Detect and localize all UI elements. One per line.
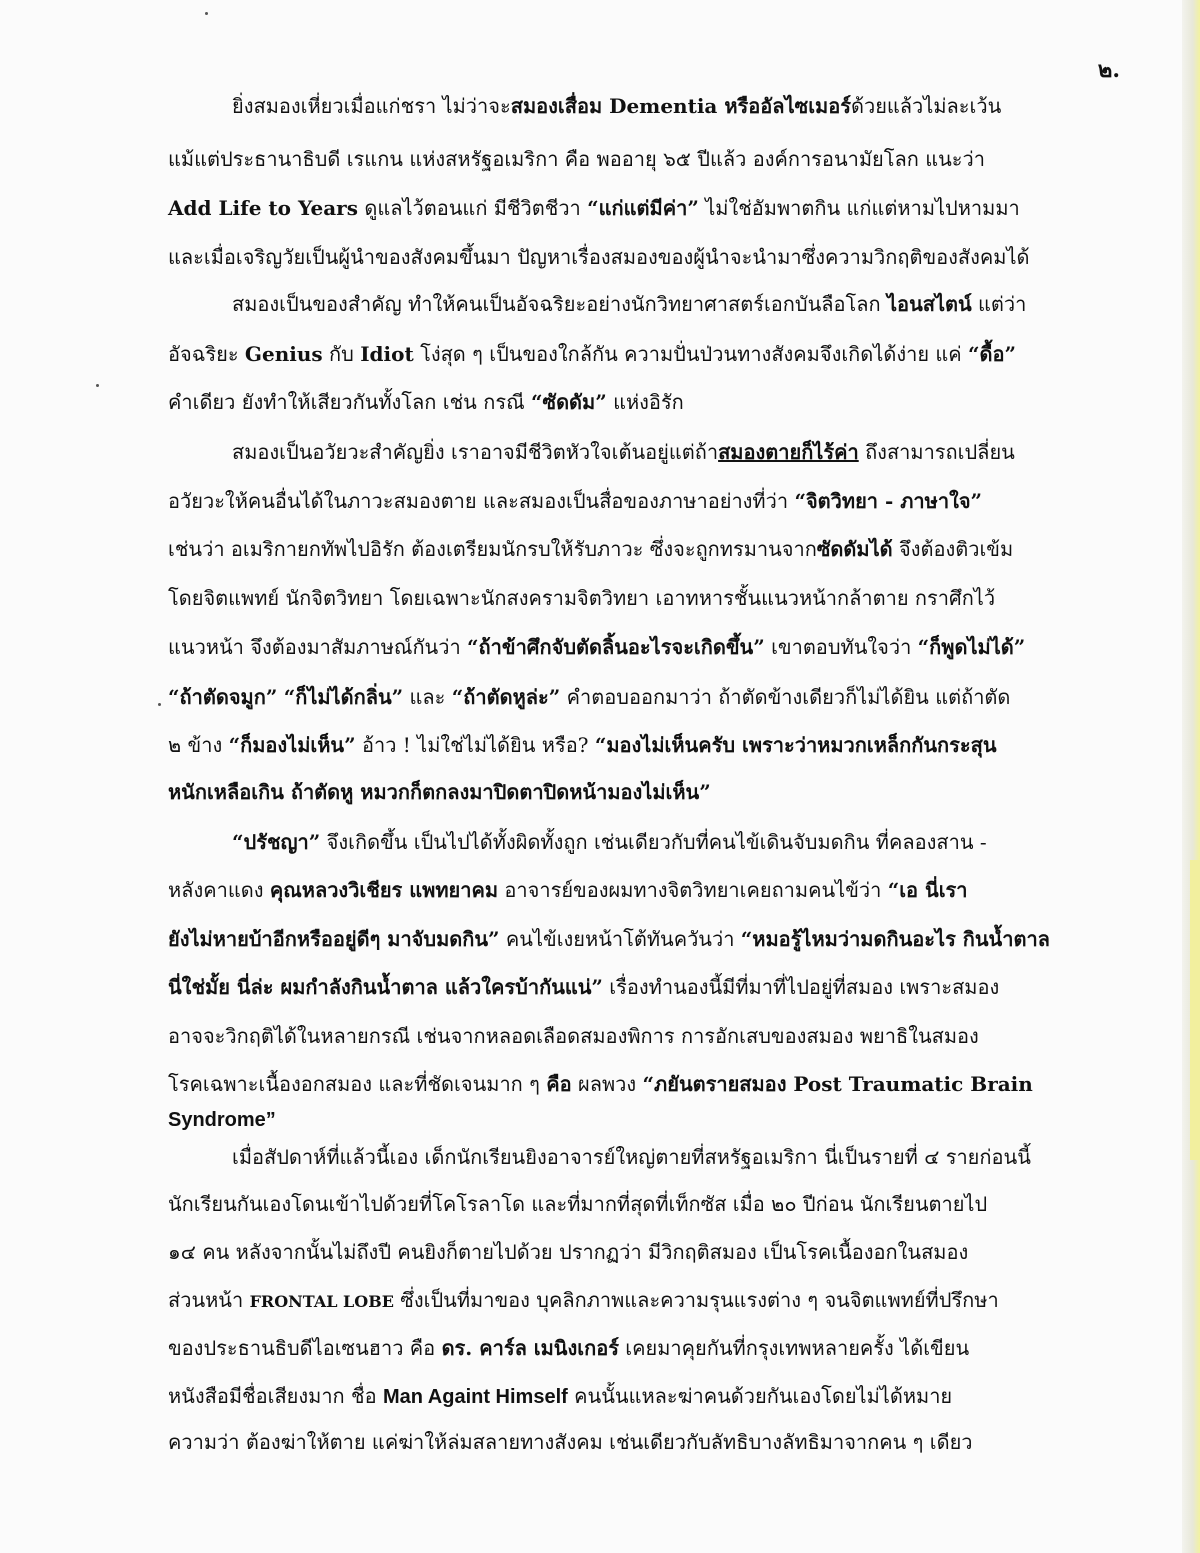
scan-speck [96,384,99,387]
text-span: แห่งอิรัก [606,390,684,414]
text-line [168,243,1134,273]
text-span: ดูแลไว้ตอนแก่ มีชีวิตชีวา [357,196,588,220]
text-span: อ้าว ! ไม่ใช่ไม่ได้ยิน หรือ? [355,733,595,757]
text-span: เรื่องทำนองนี้มีที่มาที่ไปอยู่ที่สมอง เพราะสมอง [602,975,1000,999]
text-span: และเมื่อเจริญวัยเป็นผู้นำของสังคมขึ้นมา ปัญหาเรื่องสมองของผู้นำจะนำมาซึ่งความวิกฤติของสังคมได้ [168,245,1030,269]
text-line [232,290,1132,320]
bold-text: “ดื้อ” [968,342,1017,366]
text-span: ๒ ข้าง [168,733,229,757]
text-line [168,145,1134,175]
text-line [168,1190,1134,1220]
text-span: แต่ว่า [971,292,1027,316]
text-span: เขาตอบทันใจว่า [764,635,918,659]
text-span: นักเรียนกันเองโดนเข้าไปด้วยที่โคโรลาโด และที่มากที่สุดที่เท็กซัส เมื่อ ๒๐ ปีก่อน นักเรียนตายไป [168,1192,988,1216]
text-span: คนนั้นแหละฆ่าคนด้วยกันเองโดยไม่ได้หมาย [567,1384,953,1408]
text-span: เช่นว่า อเมริกายกทัพไปอิรัก ต้องเตรียมนักรบให้รับภาวะ ซึ่งจะถูกทรมานจาก [168,537,817,561]
bold-text: คือ [546,1072,572,1096]
bold-text: Man Againt Himself [382,1386,568,1408]
bold-text: “จิตวิทยา - ภาษาใจ” [794,489,983,513]
text-span: จึงเกิดขึ้น เป็นไปได้ทั้งผิดทั้งถูก เช่นเดียวกับที่คนไข้เดินจับมดกิน ที่คลองสาน - [320,830,987,854]
text-line [168,1286,1134,1316]
text-span: ผลพวง [571,1072,643,1096]
text-line [168,683,1134,713]
bold-text: FRONTAL LOBE [249,1292,394,1311]
text-span: ด้วยแล้วไม่ละเว้น [850,94,1002,118]
text-span: หลังคาแดง [168,878,270,902]
text-span: อวัยวะให้คนอื่นได้ในภาวะสมองตาย และสมองเป็นสื่อของภาษาอย่างที่ว่า [168,489,795,513]
bold-text: ยังไม่หายบ้าอีกหรืออยู่ดีๆ มาจับมดกิน” [168,927,500,951]
bold-text: Syndrome” [168,1109,276,1131]
bold-text: Genius [244,342,323,366]
scan-speck [205,12,208,15]
text-span: เมื่อสัปดาห์ที่แล้วนี้เอง เด็กนักเรียนยิงอาจารย์ใหญ่ตายที่สหรัฐอเมริกา นี่เป็นรายที่ ๔ รายก่อนนี้ [232,1145,1031,1169]
text-line [168,1334,1134,1364]
bold-text: Add Life to Years [168,196,358,220]
bold-text: “ภยันตรายสมอง Post Traumatic Brain [642,1072,1033,1096]
bold-text: “ถ้าตัดจมูก” [168,685,278,709]
underlined-text: สมองตายก็ไร้ค่า [718,440,859,464]
text-span: ความว่า ต้องฆ่าให้ตาย แค่ฆ่าให้ล่มสลายทางสังคม เช่นเดียวกับลัทธิบางลัทธิมาจากคน ๆ เดียว [168,1430,973,1454]
bold-text: “มองไม่เห็นครับ เพราะว่าหมวกเหล็กกันกระสุน [594,733,997,757]
text-span: คำตอบออกมาว่า ถ้าตัดข้างเดียวก็ไม่ได้ยิน แต่ถ้าตัด [560,685,1011,709]
text-span: อัจฉริยะ [168,342,245,366]
bold-text: สมองเสื่อม Dementia หรืออัลไซเมอร์ [510,94,851,118]
text-span: แม้แต่ประธานาธิบดี เรแกน แห่งสหรัฐอเมริกา คือ พออายุ ๖๕ ปีแล้ว องค์การอนามัยโลก แนะว่า [168,147,985,171]
text-line [232,1143,1132,1173]
text-line [168,584,1134,614]
bold-text: หนักเหลือเกิน ถ้าตัดหู หมวกก็ตกลงมาปิดตาปิดหน้ามองไม่เห็น” [168,780,711,804]
bold-text: “หมอรู้ไหมว่ามดกินอะไร กินน้ำตาล [740,927,1050,951]
text-span: คนไข้เงยหน้าโต้ทันควันว่า [499,927,741,951]
text-span: และ [403,685,452,709]
text-line [168,194,1134,224]
bold-text: “ก็มองไม่เห็น” [228,733,356,757]
bold-text: “ถ้าข้าศึกจับตัดลิ้นอะไรจะเกิดขึ้น” [467,635,765,659]
text-line [168,731,1134,761]
text-line [232,438,1132,468]
text-span: ของประธานธิบดีไอเซนฮาว คือ [168,1336,442,1360]
text-line [168,1022,1134,1052]
text-line [168,1106,1134,1136]
text-span: อาจารย์ของผมทางจิตวิทยาเคยถามคนไข้ว่า [498,878,888,902]
text-line [168,925,1134,955]
text-line [168,1070,1134,1100]
bold-text: ไอนสไตน์ [887,292,972,316]
bold-text: “ถ้าตัดหูล่ะ” [451,685,561,709]
text-span: ยิ่งสมองเหี่ยวเมื่อแก่ชรา ไม่ว่าจะ [232,94,511,118]
scan-speck [158,703,161,706]
text-span: โง่สุด ๆ เป็นของใกล้กัน ความปั่นป่วนทางสังคมจึงเกิดได้ง่าย แค่ [413,342,969,366]
yellow-tab-strip [1190,860,1200,1160]
text-span: ส่วนหน้า [168,1288,250,1312]
bold-text: นี่ใช่มั้ย นี่ล่ะ ผมกำลังกินน้ำตาล แล้วใครบ้ากันแน่” [168,975,603,999]
text-line [168,388,1134,418]
text-span: ซึ่งเป็นที่มาของ บุคลิกภาพและความรุนแรงต่าง ๆ จนจิตแพทย์ที่ปรึกษา [393,1288,999,1312]
text-span: เคยมาคุยกันที่กรุงเทพหลายครั้ง ได้เขียน [618,1336,970,1360]
text-span: จึงต้องติวเข้ม [892,537,1014,561]
bold-text: Idiot [360,342,414,366]
text-span: แนวหน้า จึงต้องมาสัมภาษณ์กันว่า [168,635,468,659]
text-line [168,633,1134,663]
bold-text: “ก็ไม่ได้กลิ่น” [283,685,404,709]
text-line [168,778,1134,808]
text-span: กับ [322,342,361,366]
text-line [168,973,1134,1003]
bold-text: ดร. คาร์ล เมนิงเกอร์ [441,1336,619,1360]
page-edge-shadow [1182,0,1200,1553]
text-line [168,340,1134,370]
text-line [168,487,1134,517]
text-span: หนังสือมีชื่อเสียงมาก ชื่อ [168,1384,383,1408]
text-line [168,876,1134,906]
text-line [168,1428,1134,1458]
text-line [168,535,1134,565]
text-span: ถึงสามารถเปลี่ยน [858,440,1015,464]
text-span: สมองเป็นของสำคัญ ทำให้คนเป็นอัจฉริยะอย่างนักวิทยาศาสตร์เอกบันลือโลก [232,292,887,316]
bold-text: “ปรัชญา” [232,830,321,854]
bold-text: “เอ นี่เรา [887,878,968,902]
text-line [232,828,1132,858]
text-line [168,1238,1134,1268]
text-line [168,1382,1134,1412]
bold-text: “ซัดดัม” [530,390,607,414]
text-span: โรคเฉพาะเนื้องอกสมอง และที่ชัดเจนมาก ๆ [168,1072,547,1096]
text-span: ไม่ใช่อัมพาตกิน แก่แต่หามไปหามมา [698,196,1020,220]
text-span: อาจจะวิกฤติได้ในหลายกรณี เช่นจากหลอดเลือดสมองพิการ การอักเสบของสมอง พยาธิในสมอง [168,1024,979,1048]
text-span: สมองเป็นอวัยวะสำคัญยิ่ง เราอาจมีชีวิตหัวใจเต้นอยู่แต่ถ้า [232,440,719,464]
bold-text: “แก่แต่มีค่า” [587,196,699,220]
bold-text: “ก็พูดไม่ได้” [917,635,1026,659]
text-line [232,92,1132,122]
text-span: โดยจิตแพทย์ นักจิตวิทยา โดยเฉพาะนักสงครามจิตวิทยา เอาทหารชั้นแนวหน้ากล้าตาย กราศึกไว้ [168,586,996,610]
text-span: คำเดียว ยังทำให้เสียวกันทั้งโลก เช่น กรณี [168,390,531,414]
page-number: ๒. [1097,57,1120,83]
bold-text: ซัดดัมได้ [816,537,893,561]
bold-text: คุณหลวงวิเชียร แพทยาคม [269,878,499,902]
text-span: ๑๔ คน หลังจากนั้นไม่ถึงปี คนยิงก็ตายไปด้วย ปรากฏว่า มีวิกฤติสมอง เป็นโรคเนื้องอกในสมอง [168,1240,969,1264]
